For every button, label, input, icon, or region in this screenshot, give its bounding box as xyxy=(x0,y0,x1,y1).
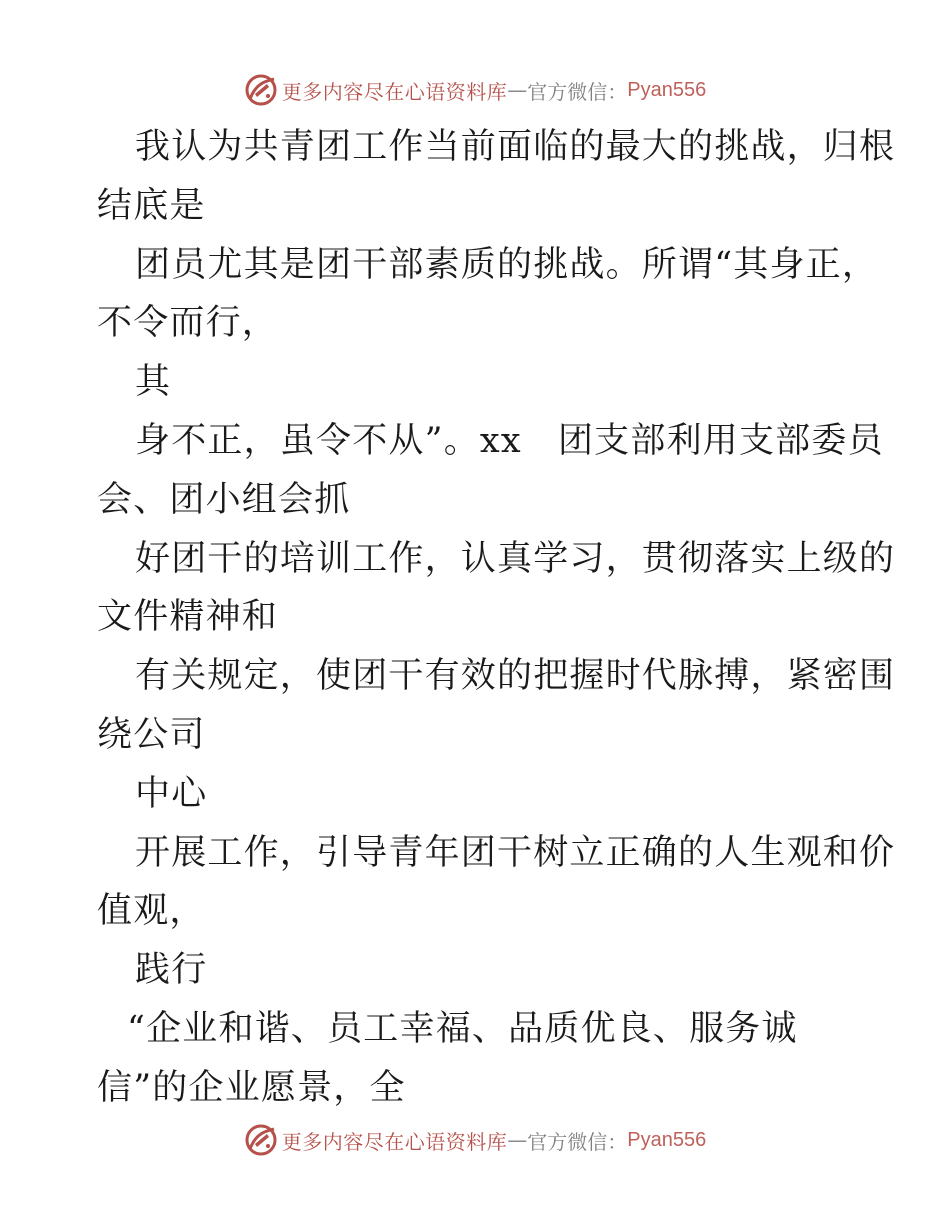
footer-dash: — xyxy=(507,1128,528,1152)
text-line: 有关规定，使团干有效的把握时代脉搏，紧密围 xyxy=(135,656,896,697)
footer-brand-text: 更多内容尽在心语资料库 xyxy=(281,1129,508,1154)
text-line: 信”的企业愿景，全 xyxy=(97,1067,406,1108)
text-line: 不令而行， xyxy=(97,303,279,344)
footer-official-label: 官方微信： xyxy=(527,1129,628,1154)
header-official-label: 官方微信： xyxy=(527,79,628,104)
text-line: 践行 xyxy=(135,950,208,991)
footer-watermark xyxy=(0,1120,950,1160)
text-line: 团员尤其是团干部素质的挑战。所谓“其身正， xyxy=(135,244,879,285)
footer-wechat-handle: Pyan556 xyxy=(627,1128,707,1151)
text-line: 中心 xyxy=(135,773,208,814)
text-line: 身不正，虽令不从”。xx 团支部利用支部委员 xyxy=(135,420,884,461)
text-line: 绕公司 xyxy=(97,714,206,755)
header-dash: — xyxy=(507,78,528,102)
pen-logo-icon xyxy=(244,73,278,107)
text-line: 文件精神和 xyxy=(97,597,279,638)
pen-logo-icon xyxy=(244,1123,278,1157)
text-line: 开展工作，引导青年团干树立正确的人生观和价 xyxy=(135,832,896,873)
body-text xyxy=(97,118,896,1118)
header-wechat-handle: Pyan556 xyxy=(627,78,707,101)
text-line: “企业和谐、员工幸福、品质优良、服务诚 xyxy=(127,1008,798,1049)
text-line: 结底是 xyxy=(97,185,206,226)
text-line: 会、团小组会抓 xyxy=(97,479,351,520)
header-brand-text: 更多内容尽在心语资料库 xyxy=(281,79,508,104)
text-line: 其 xyxy=(135,362,172,403)
header-watermark xyxy=(0,70,950,110)
text-line: 我认为共青团工作当前面临的最大的挑战，归根 xyxy=(135,127,896,167)
text-line: 好团干的培训工作，认真学习，贯彻落实上级的 xyxy=(135,538,896,579)
text-line: 值观， xyxy=(97,891,206,932)
